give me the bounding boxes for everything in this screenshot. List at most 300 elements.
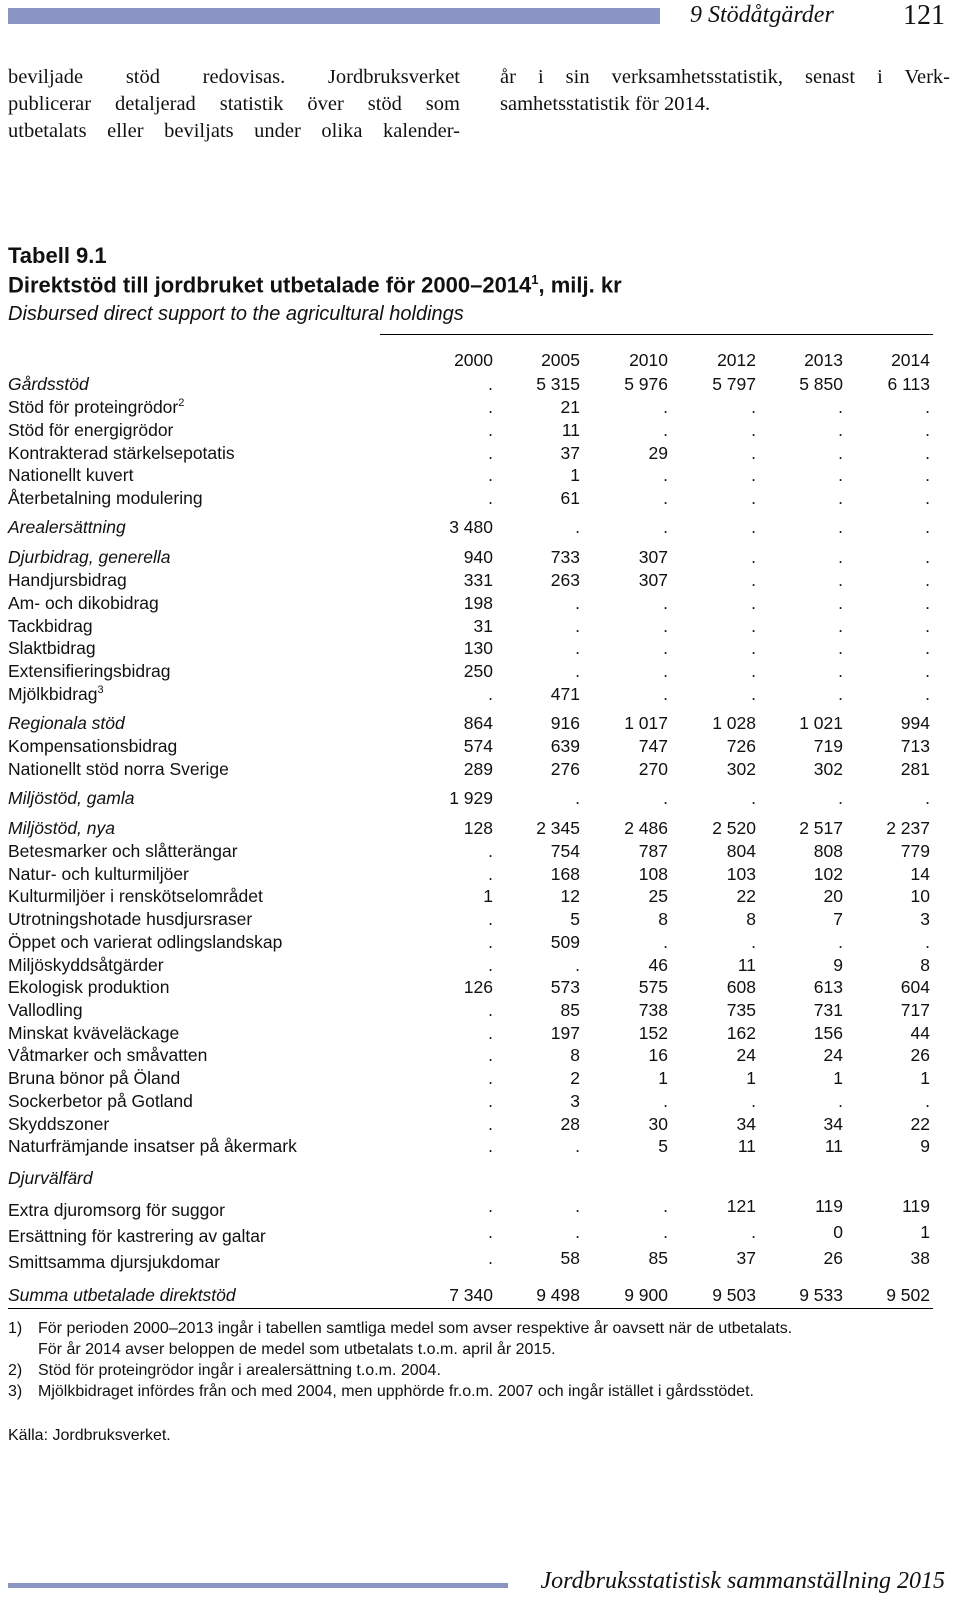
table-cell: .	[663, 517, 668, 537]
row-label: Mjölkbidrag$^3$	[8, 684, 104, 704]
table-cell: 31	[473, 616, 493, 636]
row-label: Slaktbidrag	[8, 638, 96, 658]
table-cell: 119	[815, 1196, 843, 1216]
table-cell: 9 498	[536, 1285, 580, 1305]
table-cell: 302	[813, 759, 843, 779]
table-cell: 331	[463, 570, 493, 590]
table-cell: .	[488, 397, 493, 417]
table-cell: 263	[550, 570, 580, 590]
row-label: Miljöskyddsåtgärder	[8, 955, 164, 975]
table-cell: 2 520	[712, 818, 756, 838]
table-cell: .	[488, 1196, 493, 1216]
row-label: Arealersättning	[8, 517, 126, 537]
table-cell: 108	[638, 864, 668, 884]
source-note: Källa: Jordbruksverket.	[8, 1427, 171, 1444]
body-line: samhetsstatistik för 2014.	[500, 93, 711, 115]
table-cell: .	[488, 864, 493, 884]
table-top-rule	[380, 334, 933, 335]
table-cell: 747	[638, 736, 668, 756]
table-row	[0, 593, 960, 616]
table-cell: .	[488, 1023, 493, 1043]
table-cell: .	[488, 488, 493, 508]
table-cell: .	[925, 684, 930, 704]
body-text-left	[8, 64, 460, 145]
table-cell: .	[925, 397, 930, 417]
table-label: Tabell 9.1	[8, 243, 107, 268]
table-cell: .	[925, 443, 930, 463]
table-cell: 940	[463, 547, 493, 567]
table-cell: 1 929	[449, 788, 493, 808]
table-cell: .	[751, 684, 756, 704]
table-cell: 1 021	[799, 713, 843, 733]
table-cell: 11	[561, 420, 580, 440]
table-row	[0, 1000, 960, 1023]
table-cell: 22	[910, 1114, 930, 1134]
table-cell: 719	[813, 736, 843, 756]
row-label: Regionala stöd	[8, 713, 125, 733]
table-cell: .	[838, 788, 843, 808]
table-cell: .	[488, 909, 493, 929]
table-cell: .	[488, 443, 493, 463]
table-cell: 307	[638, 547, 668, 567]
table-cell: 61	[560, 488, 580, 508]
table-cell: .	[838, 465, 843, 485]
table-cell: 713	[900, 736, 930, 756]
row-label: Miljöstöd, gamla	[8, 788, 135, 808]
table-row	[0, 841, 960, 864]
table-row	[0, 1114, 960, 1137]
table-cell: 37	[560, 443, 580, 463]
table-cell: 44	[910, 1023, 930, 1043]
row-label: Summa utbetalade direktstöd	[8, 1285, 236, 1305]
table-row	[0, 1136, 960, 1159]
year-header: 2013	[804, 350, 843, 370]
table-cell: .	[488, 1091, 493, 1111]
row-label: Djurvälfärd	[8, 1168, 93, 1188]
table-cell: 639	[550, 736, 580, 756]
table-cell: .	[838, 397, 843, 417]
page-number: 121	[903, 0, 945, 31]
body-text-right	[500, 64, 950, 118]
table-cell: .	[838, 420, 843, 440]
table-cell: .	[838, 570, 843, 590]
year-header: 2014	[891, 350, 930, 370]
year-header: 2012	[717, 350, 756, 370]
table-cell: 726	[726, 736, 756, 756]
table-cell: 2 237	[886, 818, 930, 838]
table-cell: .	[838, 593, 843, 613]
table-row	[0, 661, 960, 684]
table-cell: .	[663, 638, 668, 658]
table-cell: .	[838, 638, 843, 658]
table-cell: 168	[550, 864, 580, 884]
table-cell: .	[838, 547, 843, 567]
table-cell: .	[925, 788, 930, 808]
table-cell: .	[925, 932, 930, 952]
table-cell: 5 797	[712, 374, 756, 394]
table-cell: 34	[823, 1114, 843, 1134]
table-cell: .	[838, 443, 843, 463]
table-cell: .	[488, 841, 493, 861]
footer-bar	[8, 1583, 508, 1588]
table-cell: .	[838, 616, 843, 636]
table-cell: .	[488, 420, 493, 440]
table-cell: 9 900	[624, 1285, 668, 1305]
table-cell: 5 850	[799, 374, 843, 394]
row-label: Stöd för proteingrödor$^2$	[8, 397, 185, 417]
table-cell: 471	[550, 684, 580, 704]
table-cell: 8	[746, 909, 756, 929]
table-row	[0, 977, 960, 1000]
table-cell: 307	[638, 570, 668, 590]
table-cell: 5	[658, 1136, 668, 1156]
table-subtitle: Disbursed direct support to the agricultural holdings	[8, 303, 464, 325]
table-cell: .	[751, 1222, 756, 1242]
footnote: 1) För perioden 2000–2013 ingår i tabellen samtliga medel som avser respektive år oavsett när de utbetalats. För år 2014 avser beloppen de medel som utbetalats t.o.m. april år 2015.	[8, 1320, 793, 1358]
table-row	[0, 1222, 960, 1249]
table-cell: 119	[902, 1196, 930, 1216]
row-label: Natur- och kulturmiljöer	[8, 864, 189, 884]
table-cell: .	[751, 932, 756, 952]
table-row	[0, 1196, 960, 1223]
table-cell: .	[575, 638, 580, 658]
table-cell: .	[925, 420, 930, 440]
table-cell: 613	[813, 977, 843, 997]
table-cell: 12	[560, 886, 580, 906]
table-cell: 9 503	[712, 1285, 756, 1305]
row-label: Smittsamma djursjukdomar	[8, 1252, 220, 1272]
row-label: Vallodling	[8, 1000, 83, 1020]
table-cell: 28	[560, 1114, 580, 1134]
table-cell: .	[925, 661, 930, 681]
table-cell: 9 502	[886, 1285, 930, 1305]
table-cell: .	[925, 570, 930, 590]
table-row	[0, 1091, 960, 1114]
table-cell: 38	[910, 1248, 930, 1268]
table-cell: .	[488, 955, 493, 975]
table-cell: 779	[900, 841, 930, 861]
table-row	[0, 788, 960, 811]
table-cell: 126	[463, 977, 493, 997]
row-label: Minskat kväveläckage	[8, 1023, 180, 1043]
table-cell: .	[663, 1222, 668, 1242]
row-label: Kulturmiljöer i renskötselområdet	[8, 886, 263, 906]
table-cell: .	[488, 684, 493, 704]
table-cell: .	[925, 593, 930, 613]
table-row	[0, 909, 960, 932]
table-cell: 2 517	[799, 818, 843, 838]
footer-publication: Jordbruksstatistisk sammanställning 2015	[540, 1568, 945, 1594]
table-row	[0, 638, 960, 661]
table-cell: 46	[648, 955, 668, 975]
table-cell: .	[751, 465, 756, 485]
table-cell: 575	[638, 977, 668, 997]
table-cell: 9	[833, 955, 843, 975]
table-cell: .	[575, 788, 580, 808]
table-cell: .	[575, 661, 580, 681]
table-cell: 2	[570, 1068, 580, 1088]
table-cell: .	[751, 517, 756, 537]
table-cell: .	[575, 1196, 580, 1216]
table-cell: 3	[570, 1091, 580, 1111]
table-cell: 1	[746, 1068, 756, 1088]
table-row	[0, 1068, 960, 1091]
table-cell: 864	[463, 713, 493, 733]
body-line: beviljade stöd redovisas. Jordbruksverket	[8, 66, 460, 88]
table-row	[0, 1023, 960, 1046]
table-cell: .	[488, 932, 493, 952]
table-cell: 26	[823, 1248, 843, 1268]
table-cell: 85	[560, 1000, 580, 1020]
table-cell: 121	[726, 1196, 756, 1216]
row-label: Sockerbetor på Gotland	[8, 1091, 193, 1111]
table-cell: 130	[463, 638, 493, 658]
table-cell: 9	[920, 1136, 930, 1156]
table-cell: 731	[813, 1000, 843, 1020]
table-cell: 1 028	[712, 713, 756, 733]
row-label: Gårdsstöd	[8, 374, 89, 394]
table-row	[0, 616, 960, 639]
table-row	[0, 465, 960, 488]
table-cell: 1	[658, 1068, 668, 1088]
table-cell: 281	[900, 759, 930, 779]
table-cell: .	[488, 1000, 493, 1020]
table-cell: .	[925, 616, 930, 636]
row-label: Öppet och varierat odlingslandskap	[8, 932, 283, 952]
table-row	[0, 570, 960, 593]
table-cell: 30	[648, 1114, 668, 1134]
table-cell: .	[488, 1136, 493, 1156]
table-cell: 37	[736, 1248, 756, 1268]
table-cell: .	[663, 661, 668, 681]
table-cell: .	[488, 1114, 493, 1134]
row-label: Tackbidrag	[8, 616, 93, 636]
table-cell: 1	[920, 1068, 930, 1088]
footnote: 3) Mjölkbidraget infördes från och med 2004, men upphörde fr.o.m. 2007 och ingår istället i gårdsstödet.	[8, 1383, 754, 1400]
table-cell: .	[663, 616, 668, 636]
table-cell: .	[925, 488, 930, 508]
row-label: Ekologisk produktion	[8, 977, 170, 997]
table-cell: .	[663, 420, 668, 440]
table-cell: 34	[736, 1114, 756, 1134]
table-cell: 738	[638, 1000, 668, 1020]
table-cell: 3	[920, 909, 930, 929]
table-cell: .	[751, 547, 756, 567]
row-label: Naturfrämjande insatser på åkermark	[8, 1136, 297, 1156]
table-cell: .	[838, 684, 843, 704]
table-row	[0, 1045, 960, 1068]
table-cell: .	[663, 1091, 668, 1111]
table-cell: .	[575, 1222, 580, 1242]
table-cell: 11	[737, 1136, 756, 1156]
table-cell: .	[663, 593, 668, 613]
table-row	[0, 374, 960, 397]
table-cell: .	[838, 932, 843, 952]
table-cell: 787	[638, 841, 668, 861]
table-cell: 25	[648, 886, 668, 906]
table-cell: .	[751, 397, 756, 417]
table-cell: 573	[550, 977, 580, 997]
table-cell: 5	[570, 909, 580, 929]
table-row	[0, 886, 960, 909]
table-cell: 289	[463, 759, 493, 779]
table-cell: .	[488, 374, 493, 394]
table-cell: 808	[813, 841, 843, 861]
row-label: Nationellt stöd norra Sverige	[8, 759, 229, 779]
year-header: 2010	[629, 350, 668, 370]
table-cell: 1	[483, 886, 493, 906]
table-cell: 1	[570, 465, 580, 485]
table-row	[0, 397, 960, 420]
table-cell: .	[575, 616, 580, 636]
table-cell: .	[751, 570, 756, 590]
table-cell: .	[925, 1091, 930, 1111]
table-cell: 8	[658, 909, 668, 929]
table-cell: 2 486	[624, 818, 668, 838]
table-row	[0, 736, 960, 759]
table-cell: 14	[910, 864, 930, 884]
table-cell: .	[751, 1091, 756, 1111]
table-cell: 994	[900, 713, 930, 733]
table-cell: .	[838, 517, 843, 537]
table-cell: 21	[560, 397, 580, 417]
table-cell: 608	[726, 977, 756, 997]
table-cell: 103	[726, 864, 756, 884]
body-line: publicerar detaljerad statistik över stöd som	[8, 93, 460, 115]
table-cell: 3 480	[449, 517, 493, 537]
table-cell: 58	[560, 1248, 580, 1268]
table-cell: .	[838, 1091, 843, 1111]
table-cell: .	[663, 465, 668, 485]
row-label: Handjursbidrag	[8, 570, 127, 590]
table-cell: .	[751, 788, 756, 808]
table-cell: .	[925, 517, 930, 537]
table-cell: .	[925, 465, 930, 485]
row-label: Am- och dikobidrag	[8, 593, 159, 613]
table-cell: .	[575, 593, 580, 613]
footnote: 2) Stöd för proteingrödor ingår i arealersättning t.o.m. 2004.	[8, 1362, 441, 1379]
table-cell: 198	[463, 593, 493, 613]
row-label: Djurbidrag, generella	[8, 547, 171, 567]
table-row	[0, 932, 960, 955]
row-label: Stöd för energigrödor	[8, 420, 174, 440]
table-cell: 735	[726, 1000, 756, 1020]
table-cell: 162	[726, 1023, 756, 1043]
table-cell: 8	[920, 955, 930, 975]
table-cell: 7	[833, 909, 843, 929]
row-label: Bruna bönor på Öland	[8, 1068, 181, 1088]
row-label: Kompensationsbidrag	[8, 736, 178, 756]
table-cell: .	[925, 638, 930, 658]
table-cell: .	[575, 955, 580, 975]
table-title: Direktstöd till jordbruket utbetalade för 2000–2014$^1$, milj. kr	[8, 272, 622, 298]
table-cell: 156	[813, 1023, 843, 1043]
table-cell: 5 315	[536, 374, 580, 394]
table-cell: 5 976	[624, 374, 668, 394]
year-header: 2000	[454, 350, 493, 370]
table-cell: 574	[463, 736, 493, 756]
table-cell: .	[488, 1068, 493, 1088]
table-cell: .	[751, 420, 756, 440]
table-cell: 276	[550, 759, 580, 779]
table-cell: .	[751, 488, 756, 508]
table-cell: 26	[910, 1045, 930, 1065]
table-cell: 128	[463, 818, 493, 838]
table-cell: .	[838, 488, 843, 508]
table-row	[0, 713, 960, 736]
table-row	[0, 1168, 960, 1191]
table-cell: .	[575, 1136, 580, 1156]
table-cell: 9 533	[799, 1285, 843, 1305]
table-cell: .	[751, 638, 756, 658]
table-cell: .	[663, 488, 668, 508]
table-row	[0, 818, 960, 841]
header-bar	[8, 8, 660, 24]
table-cell: 250	[463, 661, 493, 681]
table-cell: 804	[726, 841, 756, 861]
table-cell: 0	[833, 1222, 843, 1242]
row-label: Återbetalning modulering	[8, 488, 203, 508]
table-cell: 1 017	[624, 713, 668, 733]
table-cell: 270	[638, 759, 668, 779]
table-cell: 916	[550, 713, 580, 733]
body-line: år i sin verksamhetsstatistik, senast i Verk-	[500, 66, 950, 88]
table-row	[0, 759, 960, 782]
body-line: utbetalats eller beviljats under olika kalender-	[8, 120, 460, 142]
table-cell: 8	[570, 1045, 580, 1065]
table-cell: 717	[900, 1000, 930, 1020]
row-label: Våtmarker och småvatten	[8, 1045, 208, 1065]
table-cell: 7 340	[449, 1285, 493, 1305]
table-row	[0, 1248, 960, 1275]
table-cell: .	[925, 547, 930, 567]
table-cell: 1	[920, 1222, 930, 1242]
row-label: Kontrakterad stärkelsepotatis	[8, 443, 235, 463]
year-header: 2005	[541, 350, 580, 370]
table-bottom-rule	[8, 1308, 933, 1309]
row-label: Extensifieringsbidrag	[8, 661, 171, 681]
row-label: Betesmarker och slåtterängar	[8, 841, 238, 861]
table-row	[0, 955, 960, 978]
table-cell: 10	[910, 886, 930, 906]
table-cell: .	[663, 397, 668, 417]
row-label: Skyddszoner	[8, 1114, 110, 1134]
table-cell: 20	[823, 886, 843, 906]
table-row	[0, 488, 960, 511]
table-cell: 24	[823, 1045, 843, 1065]
table-row	[0, 684, 960, 707]
table-row	[0, 443, 960, 466]
table-cell: .	[751, 661, 756, 681]
table-cell: 152	[638, 1023, 668, 1043]
table-cell: .	[751, 593, 756, 613]
table-cell: 6 113	[887, 374, 930, 394]
table-cell: 102	[813, 864, 843, 884]
table-cell: 754	[550, 841, 580, 861]
table-cell: 604	[900, 977, 930, 997]
table-cell: 1	[833, 1068, 843, 1088]
table-cell: .	[838, 661, 843, 681]
table-row	[0, 864, 960, 887]
table-cell: .	[488, 465, 493, 485]
table-row	[0, 517, 960, 540]
table-row	[0, 420, 960, 443]
row-label: Miljöstöd, nya	[8, 818, 115, 838]
table-row	[0, 1285, 960, 1308]
table-cell: 302	[726, 759, 756, 779]
table-cell: .	[751, 443, 756, 463]
table-cell: .	[488, 1222, 493, 1242]
